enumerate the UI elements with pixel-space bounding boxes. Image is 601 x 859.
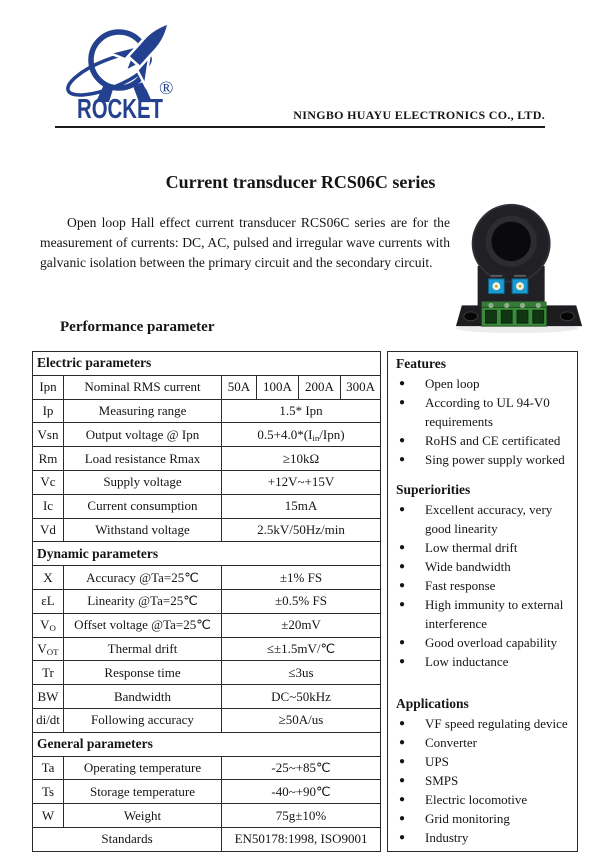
list-item-text: SMPS: [425, 773, 459, 788]
bullet-icon: ●: [399, 656, 406, 667]
value-cell: ≥10kΩ: [222, 447, 381, 471]
list-item-text: Converter: [425, 735, 477, 750]
section-header: General parameters: [33, 732, 381, 756]
list-item: [396, 633, 572, 652]
value-cell: 200A: [299, 375, 341, 399]
side-section-features: [396, 356, 572, 469]
name-cell: Accuracy @Ta=25℃: [64, 566, 222, 590]
bullet-icon: ●: [399, 813, 406, 824]
list-item-text: Low inductance: [425, 654, 509, 669]
symbol-cell: $V_{OT}$: [33, 637, 64, 661]
current-transducer-photo-icon: [452, 196, 590, 336]
name-cell: Load resistance Rmax: [64, 447, 222, 471]
symbol-cell: Vc: [33, 470, 64, 494]
list-item-text: Electric locomotive: [425, 792, 528, 807]
list-item-text: High immunity to external interference: [425, 597, 564, 631]
name-cell: Following accuracy: [64, 708, 222, 732]
list-item: [396, 771, 572, 790]
value-cell: ±20mV: [222, 613, 381, 637]
table-row: [33, 685, 381, 709]
side-section-applications: [396, 696, 572, 847]
name-cell: Nominal RMS current: [64, 375, 222, 399]
bullet-icon: ●: [399, 599, 406, 610]
bullet-icon: ●: [399, 504, 406, 515]
table-row: [33, 661, 381, 685]
rocket-logo-icon: [55, 20, 235, 124]
list-item: [396, 595, 572, 633]
list-item-text: Open loop: [425, 376, 480, 391]
name-cell: Current consumption: [64, 494, 222, 518]
side-section-superiorities: [396, 482, 572, 671]
bullet-icon: ●: [399, 832, 406, 843]
symbol-cell: $V_O$: [33, 613, 64, 637]
list-item: [396, 752, 572, 771]
section-header-row: [33, 732, 381, 756]
list-item: [396, 557, 572, 576]
parameter-table: [32, 351, 381, 852]
list-item-text: According to UL 94-V0 requirements: [425, 395, 550, 429]
name-cell: Supply voltage: [64, 470, 222, 494]
rocket-logo: [55, 20, 235, 124]
section-header: Electric parameters: [33, 352, 381, 376]
symbol-cell: Ipn: [33, 375, 64, 399]
side-section-title: Superiorities: [396, 482, 471, 497]
list-item: [396, 374, 572, 393]
bullet-icon: ●: [399, 775, 406, 786]
list-item: [396, 431, 572, 450]
value-cell: ≥50A/us: [222, 708, 381, 732]
list-item-text: Excellent accuracy, very good linearity: [425, 502, 553, 536]
bullet-icon: ●: [399, 756, 406, 767]
name-cell: Thermal drift: [64, 637, 222, 661]
list-item-text: Fast response: [425, 578, 496, 593]
list-item-text: VF speed regulating device: [425, 716, 568, 731]
name-cell: Weight: [64, 804, 222, 828]
list-item: [396, 576, 572, 595]
bullet-icon: ●: [399, 542, 406, 553]
table-row: [33, 827, 381, 851]
table-row: [33, 566, 381, 590]
table-row: [33, 780, 381, 804]
value-cell: 1.5* Ipn: [222, 399, 381, 423]
parameter-table-body: [33, 352, 381, 852]
table-row: [33, 804, 381, 828]
symbol-cell: εL: [33, 589, 64, 613]
value-cell: $0.5+4.0*(I_{in}/Ipn)$: [222, 423, 381, 447]
value-cell: 300A: [341, 375, 381, 399]
value-cell: DC~50kHz: [222, 685, 381, 709]
value-cell: ±1% FS: [222, 566, 381, 590]
name-cell: Linearity @Ta=25℃: [64, 589, 222, 613]
list-item-text: RoHS and CE certificated: [425, 433, 561, 448]
list-item: [396, 733, 572, 752]
symbol-cell: Ts: [33, 780, 64, 804]
table-row: [33, 375, 381, 399]
list-item-text: UPS: [425, 754, 449, 769]
side-section-title: Applications: [396, 696, 469, 711]
product-image: [452, 196, 590, 336]
table-row: [33, 494, 381, 518]
value-cell: -25~+85℃: [222, 756, 381, 780]
bullet-icon: ●: [399, 435, 406, 446]
symbol-cell: Ta: [33, 756, 64, 780]
symbol-cell: X: [33, 566, 64, 590]
page-title: Current transducer RCS06C series: [165, 172, 436, 192]
value-cell: 75g±10%: [222, 804, 381, 828]
side-section-title: Features: [396, 356, 447, 371]
list-item: [396, 393, 572, 431]
bullet-icon: ●: [399, 737, 406, 748]
list-item-text: Industry: [425, 830, 469, 845]
symbol-cell: Vd: [33, 518, 64, 542]
symbol-cell: W: [33, 804, 64, 828]
list-item: [396, 538, 572, 557]
bullet-icon: ●: [399, 718, 406, 729]
main-content: [32, 351, 578, 852]
list-item-text: Grid monitoring: [425, 811, 510, 826]
name-cell: Response time: [64, 661, 222, 685]
symbol-cell: BW: [33, 685, 64, 709]
table-row: [33, 423, 381, 447]
logo-text: ROCKET: [77, 93, 163, 124]
name-cell: Measuring range: [64, 399, 222, 423]
section-header-row: [33, 542, 381, 566]
intro-paragraph: Open loop Hall effect current transducer RCS06C series are for the measurement of currents: DC, AC, pulsed and irregular wave currents with galvanic isolation between the primary circuit and the secondary circuit.: [40, 215, 450, 270]
performance-heading: Performance parameter: [60, 319, 215, 335]
table-row: [33, 589, 381, 613]
table-row: [33, 518, 381, 542]
value-cell: ±0.5% FS: [222, 589, 381, 613]
list-item: [396, 790, 572, 809]
bullet-icon: ●: [399, 561, 406, 572]
list-item: [396, 652, 572, 671]
list-item: [396, 500, 572, 538]
section-header: Dynamic parameters: [33, 542, 381, 566]
list-item-text: Good overload capability: [425, 635, 558, 650]
name-cell: Bandwidth: [64, 685, 222, 709]
symbol-cell: Ic: [33, 494, 64, 518]
bullet-icon: ●: [399, 580, 406, 591]
list-item-text: Low thermal drift: [425, 540, 518, 555]
name-cell: Output voltage @ Ipn: [64, 423, 222, 447]
value-cell: +12V~+15V: [222, 470, 381, 494]
list-item: [396, 809, 572, 828]
value-cell: 50A: [222, 375, 257, 399]
list-item: [396, 714, 572, 733]
table-row: [33, 637, 381, 661]
row-label: Standards: [33, 827, 222, 851]
registered-mark: ®: [159, 78, 174, 99]
table-row: [33, 613, 381, 637]
name-cell: Storage temperature: [64, 780, 222, 804]
symbol-cell: Rm: [33, 447, 64, 471]
name-cell: Withstand voltage: [64, 518, 222, 542]
header-divider: [55, 126, 545, 128]
value-cell: 15mA: [222, 494, 381, 518]
list-item-text: Wide bandwidth: [425, 559, 511, 574]
value-cell: ≤3us: [222, 661, 381, 685]
symbol-cell: di/dt: [33, 708, 64, 732]
list-item: [396, 450, 572, 469]
bullet-icon: ●: [399, 637, 406, 648]
table-row: [33, 447, 381, 471]
bullet-icon: ●: [399, 794, 406, 805]
list-item-text: Sing power supply worked: [425, 452, 565, 467]
bullet-icon: ●: [399, 378, 406, 389]
list-item: [396, 828, 572, 847]
symbol-cell: Tr: [33, 661, 64, 685]
value-cell: ≤±1.5mV/℃: [222, 637, 381, 661]
company-name: NINGBO HUAYU ELECTRONICS CO., LTD.: [293, 108, 545, 122]
table-row: [33, 756, 381, 780]
value-cell: -40~+90℃: [222, 780, 381, 804]
value-cell: 2.5kV/50Hz/min: [222, 518, 381, 542]
table-row: [33, 708, 381, 732]
symbol-cell: Ip: [33, 399, 64, 423]
symbol-cell: Vsn: [33, 423, 64, 447]
section-header-row: [33, 352, 381, 376]
name-cell: Operating temperature: [64, 756, 222, 780]
name-cell: Offset voltage @Ta=25℃: [64, 613, 222, 637]
table-row: [33, 470, 381, 494]
bullet-icon: ●: [399, 397, 406, 408]
table-row: [33, 399, 381, 423]
value-cell: 100A: [257, 375, 299, 399]
side-panel: [387, 351, 578, 852]
row-value: EN50178:1998, ISO9001: [222, 827, 381, 851]
bullet-icon: ●: [399, 454, 406, 465]
